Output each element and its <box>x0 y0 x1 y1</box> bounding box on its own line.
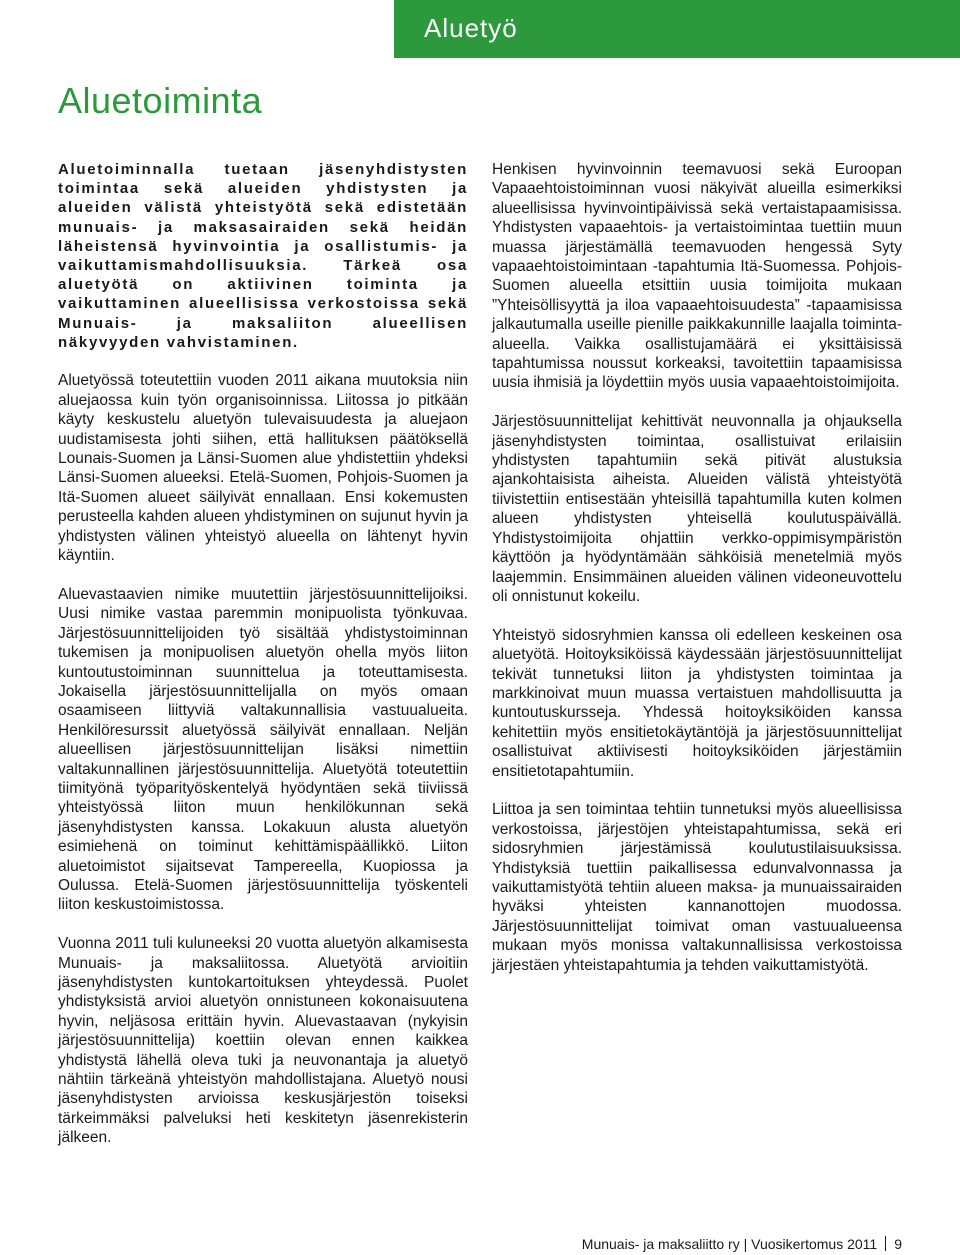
footer-publication: Munuais- ja maksaliitto ry | Vuosikertomus 2011 <box>581 1236 878 1252</box>
footer-divider <box>885 1236 886 1251</box>
body-paragraph: Vuonna 2011 tuli kuluneeksi 20 vuotta aluetyön alkamisesta Munuais- ja maksaliitossa. Aluetyötä arvioitiin jäsenyhdistysten kuntokartoituksen yhteydessä. Puolet yhdistyksistä arvioi aluetyön onnistuneen kokonaisuutena hyvin, neljäsosa erittäin hyvin. Aluevastaavan (nykyisin järjestösuunnittelija) koettiin olevan ennen kaikkea yhdistystä lähellä oleva tuki ja neuvonantaja ja aluetyö nähtiin tärkeänä yhteistyön mahdollistajana. Aluetyö nousi jäsenyhdistysten arvioissa keskusjärjestön toiseksi tärkeimmäksi palveluksi heti keskitetyn jäsenrekisterin jälkeen. <box>58 935 468 1147</box>
body-paragraph: Yhteistyö sidosryhmien kanssa oli edelleen keskeinen osa aluetyötä. Hoitoyksiköissä käydessään järjestösuunnittelijat tekivät tunnetuksi liiton ja yhdistysten toimintaa ja markkinoivat muun muassa vertaistuen mahdollisuutta ja kuntoutuskursseja. Yhdessä hoitoyksiköiden kanssa kehitettiin myös ensitietokäytäntöjä ja järjestösuunnittelijat osallistuivat aktiivisesti hoitoyksiköiden järjestämiin ensitietotapahtumiin. <box>492 626 902 780</box>
page-footer <box>582 1236 902 1252</box>
lead-paragraph: Aluetoiminnalla tuetaan jäsenyhdistysten toimintaa sekä alueiden yhdistysten ja alueiden välistä yhteistyötä sekä edistetään munuais- ja maksasairaiden sekä heidän läheistensä hyvinvointia ja osallistumis- ja vaikuttamismahdollisuuksia. Tärkeä osa aluetyötä on aktiivinen toiminta ja vaikuttaminen alueellisissa verkostoissa sekä Munuais- ja maksaliiton alueellisen näkyvyyden vahvistaminen. <box>58 161 468 351</box>
section-tab-label: Aluetyö <box>424 13 518 43</box>
section-tab <box>394 0 960 58</box>
page-title: Aluetoiminta <box>58 80 263 121</box>
body-paragraph: Henkisen hyvinvoinnin teemavuosi sekä Euroopan Vapaaehtoistoiminnan vuosi näkyivät alueilla esimerkiksi alueellisissa hyvinvointipäivissä sekä vertaistapaamisissa. Yhdistysten vapaaehtois- ja vertaistoimintaa tuettiin muun muassa järjestämällä teemavuoden hengessä Syty vapaaehtoistoimintaan -tapahtumia Itä-Suomessa. Pohjois-Suomen alueella etsittiin uusia toimijoita mukaan ”Yhteisöllisyyttä ja iloa vapaaehtoisuudesta” -tapaamisissa jalkautumalla useille pienille paikkakunnille laajalla toiminta-alueella. Vaikka osallistujamäärä ei yksittäisissä tapahtumissa noussut korkeaksi, tavoitettiin tapaamisissa uusia ihmisiä ja löydettiin myös uusia vapaaehtoistoimijoita. <box>492 161 902 392</box>
body-paragraph: Liittoa ja sen toimintaa tehtiin tunnetuksi myös alueellisissa verkostoissa, järjestöjen yhteistapahtumissa, sekä eri sidosryhmien järjestämissä koulutustilaisuuksissa. Yhdistyksiä tuettiin paikallisessa edunvalvonnassa ja vaikuttamistyötä tehtiin alueen maksa- ja munuaissairaiden hyväksi yhteisten kannanottojen muodossa. Järjestösuunnittelijat toimivat oman vastuualueensa mukaan myös monissa valtakunnallisissa verkostoissa järjestäen yhteistapahtumia ja tehden vaikuttamistyötä. <box>492 801 902 974</box>
body-paragraph: Aluetyössä toteutettiin vuoden 2011 aikana muutoksia niin aluejaossa kuin työn organisoinnissa. Liitossa jo pitkään käyty keskustelu aluetyön tulevaisuudesta ja aluejaon uudistamisesta johti siihen, että hallituksen päätöksellä Lounais-Suomen ja Länsi-Suomen alue yhdistettiin yhdeksi Länsi-Suomen alueeksi. Etelä-Suomen, Pohjois-Suomen ja Itä-Suomen alueet säilyivät ennallaan. Ensi kokemusten perusteella kahden alueen yhdistyminen on sujunut hyvin ja yhdistysten välinen yhteistyö alueella on lähtenyt hyvin käyntiin. <box>58 372 468 565</box>
body-paragraph: Järjestösuunnittelijat kehittivät neuvonnalla ja ohjauksella jäsenyhdistysten toimintaa, osallistuivat erilaisiin yhdistysten tapahtumiin sekä pitivät alustuksia ajankohtaisista aiheista. Alueiden välistä yhteistyötä tiivistettiin entisestään yhteisillä tapahtumilla kuten kolmen alueen yhdistysten yhteisellä koulutuspäivällä. Yhdistystoimijoita ohjattiin verkko-oppimisympäristön käyttöön ja hyödyntämään sähköisiä menetelmiä myös laajemmin. Ensimmäinen alueiden välinen videoneuvottelu oli onnistunut kokeilu. <box>492 413 902 605</box>
left-column <box>58 160 468 1167</box>
body-paragraph: Aluevastaavien nimike muutettiin järjestösuunnittelijoiksi. Uusi nimike vastaa paremmin monipuolista työnkuvaa. Järjestösuunnittelijoiden työ sisältää yhdistystoiminnan tukemisen ja monipuolisen aluetyön ohella myös liiton kuntoutustoiminnan suunnittelua ja toteuttamisesta. Jokaisella järjestösuunnittelijalla on myös omaan osaamiseen liittyviä valtakunnallisia vastuualueita. Henkilöresurssit aluetyössä säilyivät ennallaan. Neljän alueellisen järjestösuunnittelijan lisäksi nimettiin valtakunnallinen järjestösuunnittelija. Aluetyötä toteutettiin tiimityönä työparityöskentelyä hyödyntäen sekä tiiviissä yhteistyössä liiton muun henkilökunnan sekä jäsenyhdistysten kanssa. Lokakuun alusta aluetyön esimiehenä on toiminut kehittämispäällikkö. Liiton aluetoimistot sijaitsevat Tampereella, Kuopiossa ja Oulussa. Etelä-Suomen järjestösuunnittelija työskenteli liiton keskustoimistossa. <box>58 585 468 914</box>
right-column <box>492 160 902 994</box>
page-number: 9 <box>894 1236 902 1252</box>
